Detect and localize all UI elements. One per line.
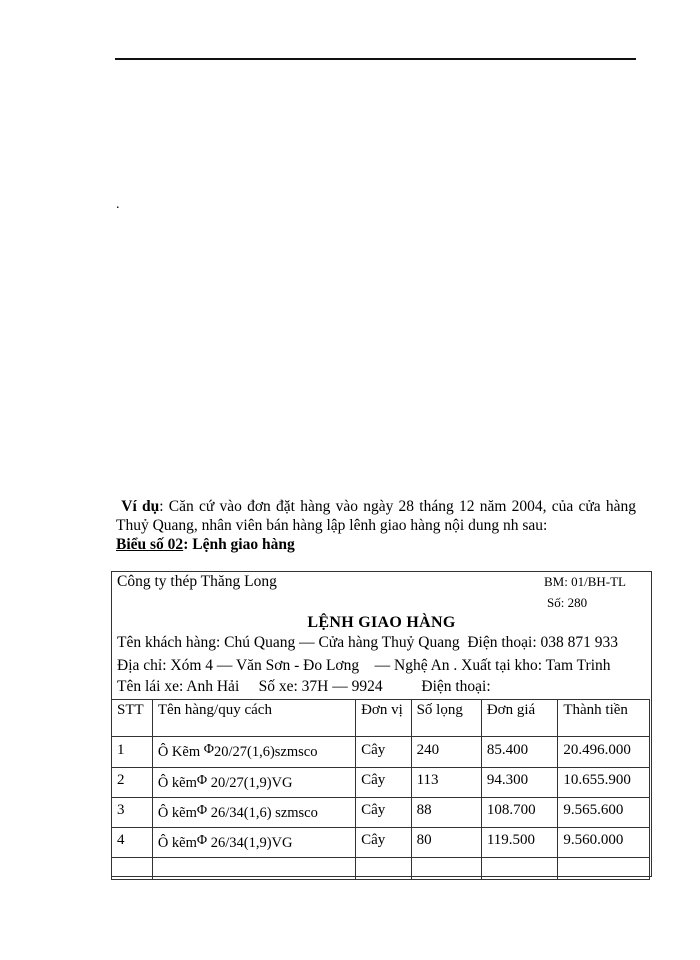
stray-mark: . [116, 197, 120, 212]
diameter-symbol-icon: Φ [196, 833, 208, 848]
cell-total: 9.560.000 [558, 828, 650, 858]
cell-empty [356, 858, 412, 880]
cell-stt: 4 [112, 828, 153, 858]
intro-text: : Căn cứ vào đơn đặt hàng vào ngày 28 tháng 12 năm 2004, của cửa hàng Thuỷ Quang, nhân viên bán hàng lập lênh giao hàng nội dung nh sau: [116, 498, 637, 534]
diameter-symbol-icon: Φ [196, 803, 208, 818]
cell-empty [558, 858, 650, 880]
cell-stt: 2 [112, 768, 153, 798]
cell-unit: Cây [356, 768, 412, 798]
cell-stt: 3 [112, 798, 153, 828]
cell-empty [152, 858, 355, 880]
table-row-empty [112, 858, 650, 880]
cell-name [152, 737, 355, 768]
cell-name [152, 768, 355, 798]
col-header-unit: Đơn vị [356, 700, 412, 737]
name-prefix: Ô Kẽm [157, 744, 204, 760]
col-header-total: Thành tiền [558, 700, 650, 737]
intro-paragraph [116, 497, 636, 535]
name-prefix: Ô kẽm [157, 775, 197, 791]
col-header-qty: Số lọng [411, 700, 481, 737]
cell-price: 108.700 [481, 798, 558, 828]
diameter-symbol-icon: Φ [196, 773, 208, 788]
col-header-name: Tên hàng/quy cách [152, 700, 355, 737]
cell-name [152, 798, 355, 828]
table-row [112, 768, 650, 798]
cell-qty: 88 [411, 798, 481, 828]
form-title: LỆNH GIAO HÀNG [307, 614, 456, 631]
table-row [112, 737, 650, 768]
cell-qty: 240 [411, 737, 481, 768]
cell-empty [481, 858, 558, 880]
name-prefix: Ô kẽm [157, 805, 197, 821]
table-row [112, 828, 650, 858]
name-spec: 26/34(1,9)VG [207, 835, 293, 851]
items-table [111, 699, 650, 880]
cell-unit: Cây [356, 737, 412, 768]
cell-price: 119.500 [481, 828, 558, 858]
address-line: Địa chỉ: Xóm 4 — Văn Sơn - Đo Lơng — Nghệ An . Xuất tại kho: Tam Trinh [117, 657, 611, 674]
form-number: Số: 280 [547, 595, 588, 610]
header-rule [115, 58, 636, 60]
diameter-symbol-icon: Φ [203, 742, 214, 757]
cell-name [152, 828, 355, 858]
cell-stt: 1 [112, 737, 153, 768]
cell-qty: 113 [411, 768, 481, 798]
intro-lead: Ví dụ [121, 498, 160, 515]
name-prefix: Ô kẽm [157, 835, 197, 851]
table-header-row [112, 700, 650, 737]
cell-price: 85.400 [481, 737, 558, 768]
name-spec: 20/27(1,6)szmsco [213, 744, 318, 760]
form-code: BM: 01/BH-TL [544, 574, 626, 589]
cell-empty [411, 858, 481, 880]
col-header-price: Đơn giá [481, 700, 558, 737]
delivery-order-form [111, 571, 652, 877]
cell-total: 20.496.000 [558, 737, 650, 768]
cell-empty [112, 858, 153, 880]
company-name: Công ty thép Thăng Long [117, 573, 277, 590]
cell-unit: Cây [356, 798, 412, 828]
cell-total: 10.655.900 [558, 768, 650, 798]
cell-qty: 80 [411, 828, 481, 858]
cell-total: 9.565.600 [558, 798, 650, 828]
caption-label: Biểu số 02 [116, 536, 184, 553]
cell-unit: Cây [356, 828, 412, 858]
figure-caption [116, 535, 295, 554]
name-spec: 26/34(1,6) szmsco [207, 805, 318, 821]
table-row [112, 798, 650, 828]
name-spec: 20/27(1,9)VG [207, 775, 293, 791]
cell-price: 94.300 [481, 768, 558, 798]
col-header-stt: STT [112, 700, 153, 737]
driver-line: Tên lái xe: Anh Hải Số xe: 37H — 9924 Điện thoại: [117, 678, 491, 695]
customer-line: Tên khách hàng: Chú Quang — Cửa hàng Thuỷ Quang Điện thoại: 038 871 933 [117, 634, 619, 651]
caption-rest: : Lệnh giao hàng [183, 536, 295, 553]
